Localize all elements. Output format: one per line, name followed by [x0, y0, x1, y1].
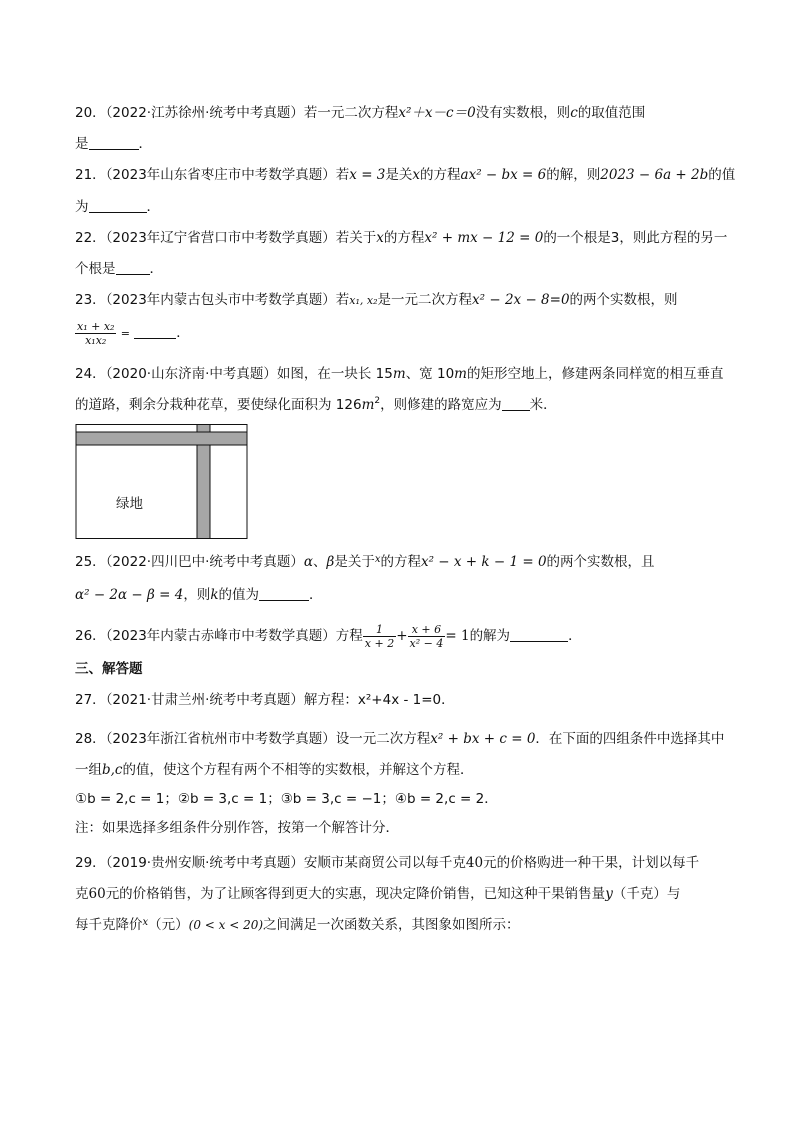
question-number: 20． [75, 105, 106, 121]
question-text: 的值，使这个方程有两个不相等的实数根，并解这个方程． [122, 762, 474, 778]
question-source: （2022·四川巴中·统考中考真题） [105, 554, 304, 570]
question-24-line2: 的道路，剩余分栽种花草，要使绿化面积为 $126m^2$，则修建的路宽应为 米． [75, 396, 557, 413]
equals-sign: = [120, 327, 130, 340]
question-text: 的方程 [420, 167, 461, 183]
question-text: 的解为 [469, 628, 511, 644]
question-text: 如图，在一块长 15 [276, 366, 393, 382]
question-25 [75, 550, 655, 572]
question-text: 的值 [708, 167, 736, 183]
question-text: 的一个根是3，则此方程的另一 [543, 230, 728, 246]
question-23-line2: $\frac{\text{x₁ + x₂}}{\text{x₁x₂}}$ = ． [77, 319, 190, 347]
equation: x² − 2x − 8=0 [472, 292, 570, 308]
field-diagram [75, 424, 249, 540]
question-text: 是一元二次方程 [377, 292, 473, 308]
unit: m [454, 366, 467, 382]
fraction-denominator: x + 2 [364, 636, 395, 650]
question-text: 是关 [385, 167, 413, 183]
question-source: （2023年辽宁省营口市中考数学真题） [105, 230, 336, 246]
equation: x² + mx − 12 = 0 [424, 230, 544, 246]
question-text: 、宽 10 [405, 366, 455, 382]
question-number: 23． [75, 292, 106, 308]
question-source: （2020·山东济南·中考真题） [105, 366, 277, 382]
question-text: 元的价格购进一种干果，计划以每千 [483, 855, 700, 871]
question-28-line2 [75, 760, 474, 780]
answer-blank[interactable] [89, 135, 139, 150]
price-number: 60 [88, 886, 106, 902]
variable: x [376, 230, 384, 246]
fraction-denominator: x₁x₂ [85, 333, 107, 347]
question-text: 解方程：x²+4x - 1=0． [303, 692, 455, 708]
question-28 [75, 729, 724, 749]
question-source: （2022·江苏徐州·统考中考真题） [105, 105, 304, 121]
question-text: ，则 [183, 587, 211, 603]
question-28-note: 注：如果选择多组条件分别作答，按第一个解答计分． [75, 820, 399, 836]
question-text: 米． [529, 397, 557, 413]
question-text: 设一元二次方程 [335, 731, 431, 747]
fraction-2 [408, 623, 446, 650]
question-text: ，则修建的路宽应为 [380, 397, 502, 413]
question-source: （2021·甘肃兰州·统考中考真题） [105, 692, 304, 708]
alpha-symbol: α [303, 554, 314, 570]
road-intersection [198, 433, 210, 445]
fraction-numerator: x + 6 [408, 623, 446, 637]
question-text: 元的价格销售，为了让顾客得到更大的实惠，现决定降价销售，已知这种干果销售量 [105, 886, 606, 902]
equation-tail: = 1 [445, 628, 470, 644]
question-26: 26．（2023年内蒙古赤峰市中考数学真题）方程 $\frac{1}{x + 2}$ + $\frac{x + 6}{\text{x² − 4}}$ = 1的解为 ． [75, 622, 582, 650]
question-21-line2: 为 ． [75, 199, 160, 215]
question-text: 若 [335, 292, 350, 308]
answer-blank[interactable] [510, 627, 568, 642]
question-28-options: ①b = 2,c = 1；②b = 3,c = 1；③b = 3,c = −1；④b = 2,c = 2． [75, 791, 498, 807]
question-text: 的取值范围 [577, 105, 646, 121]
question-text: 若关于 [335, 230, 377, 246]
question-source: （2023年内蒙古包头市中考数学真题） [105, 292, 336, 308]
question-text: 的矩形空地上，修建两条同样宽的相互垂直 [466, 366, 724, 382]
question-text: 没有实数根，则 [475, 105, 571, 121]
fraction-denominator: x² − 4 [409, 636, 444, 650]
range: (0 < x < 20) [188, 918, 264, 932]
question-text: 若 [335, 167, 350, 183]
question-29 [75, 853, 699, 873]
question-29-line3 [75, 913, 520, 935]
question-text: 的道路，剩余分栽种花草，要使绿化面积为 126 [75, 397, 362, 413]
question-text: 是 [75, 136, 89, 152]
question-text: 安顺市某商贸公司以每千克 [303, 855, 466, 871]
beta-symbol: β [326, 554, 335, 570]
question-source: （2023年山东省枣庄市中考数学真题） [105, 167, 336, 183]
question-source: （2023年内蒙古赤峰市中考数学真题） [105, 628, 336, 644]
equation: ax² − bx = 6 [460, 167, 547, 183]
question-text: （千克）与 [612, 886, 681, 902]
question-text: ．在下面的四组条件中选择其中 [535, 731, 725, 747]
answer-blank[interactable] [259, 586, 309, 601]
question-text: 每千克降价 [75, 917, 143, 933]
variable: c [570, 105, 578, 121]
horizontal-road [76, 432, 247, 445]
question-number: 26． [75, 628, 106, 644]
variable: k [210, 587, 219, 603]
plus-sign: + [396, 628, 408, 644]
question-22 [75, 228, 727, 248]
question-24 [75, 364, 723, 384]
question-text: 的方程 [383, 230, 425, 246]
question-number: 21． [75, 167, 106, 183]
condition: x = 3 [349, 167, 386, 183]
question-source: （2019·贵州安顺·统考中考真题） [105, 855, 304, 871]
separator: 、 [313, 554, 327, 570]
fraction-numerator: 1 [363, 623, 396, 637]
question-text: 方程 [335, 628, 363, 644]
question-text: 之间满足一次函数关系，其图象如图所示： [263, 917, 520, 933]
question-text: 为 [75, 199, 89, 215]
answer-blank[interactable] [89, 198, 147, 213]
price-number: 40 [465, 855, 484, 871]
question-22-line2: 个根是 ． [75, 261, 163, 277]
condition: α² − 2α − β = 4 [75, 587, 184, 603]
question-21 [75, 165, 735, 185]
question-number: 25． [75, 554, 106, 570]
question-text: 的方程 [380, 554, 421, 570]
fraction-1 [363, 623, 396, 650]
question-number: 27． [75, 692, 106, 708]
question-number: 29． [75, 855, 106, 871]
question-29-line2 [75, 884, 680, 904]
question-source: （2023年浙江省杭州市中考数学真题） [105, 731, 336, 747]
unit: m [361, 397, 375, 413]
unit: m [392, 366, 406, 382]
question-23 [75, 290, 678, 311]
question-27 [75, 690, 455, 710]
variable: x [374, 554, 381, 565]
question-text: （元） [148, 917, 189, 933]
question-text: 是关于 [334, 554, 375, 570]
question-text: 若一元二次方程 [303, 105, 399, 121]
question-number: 22． [75, 230, 106, 246]
variables: x₁, x₂ [349, 294, 378, 307]
equation: x² + bx + c = 0 [430, 731, 536, 747]
answer-blank[interactable] [116, 260, 150, 275]
section-title: 三、解答题 [75, 661, 143, 677]
fraction-numerator: x₁ + x₂ [77, 319, 115, 333]
question-number: 28． [75, 731, 106, 747]
fraction [75, 320, 116, 347]
answer-blank[interactable] [134, 324, 176, 339]
equation: x²＋x－c＝0 [398, 105, 476, 121]
question-number: 24． [75, 366, 106, 382]
variable: x [142, 917, 149, 928]
variable: y [605, 886, 613, 902]
equation: x² − x + k − 1 = 0 [420, 554, 547, 570]
answer-blank[interactable] [502, 396, 530, 411]
question-25-line2: α² − 2α − β = 4，则k的值为 ． [75, 587, 323, 603]
figure-label: 绿地 [116, 496, 143, 512]
expression: 2023 − 6a + 2b [600, 167, 709, 183]
question-20 [75, 103, 645, 123]
variables: b,c [102, 762, 123, 778]
question-text: 个根是 [75, 261, 116, 277]
question-20-line2: 是 ． [75, 136, 152, 152]
question-text: 克 [75, 886, 89, 902]
question-text: 的值为 [218, 587, 259, 603]
variable: x [412, 167, 421, 183]
question-text: 的两个实数根，且 [546, 554, 655, 570]
question-text: 一组 [75, 762, 102, 778]
question-text: 的两个实数根，则 [569, 292, 678, 308]
question-text: 的解，则 [546, 167, 601, 183]
